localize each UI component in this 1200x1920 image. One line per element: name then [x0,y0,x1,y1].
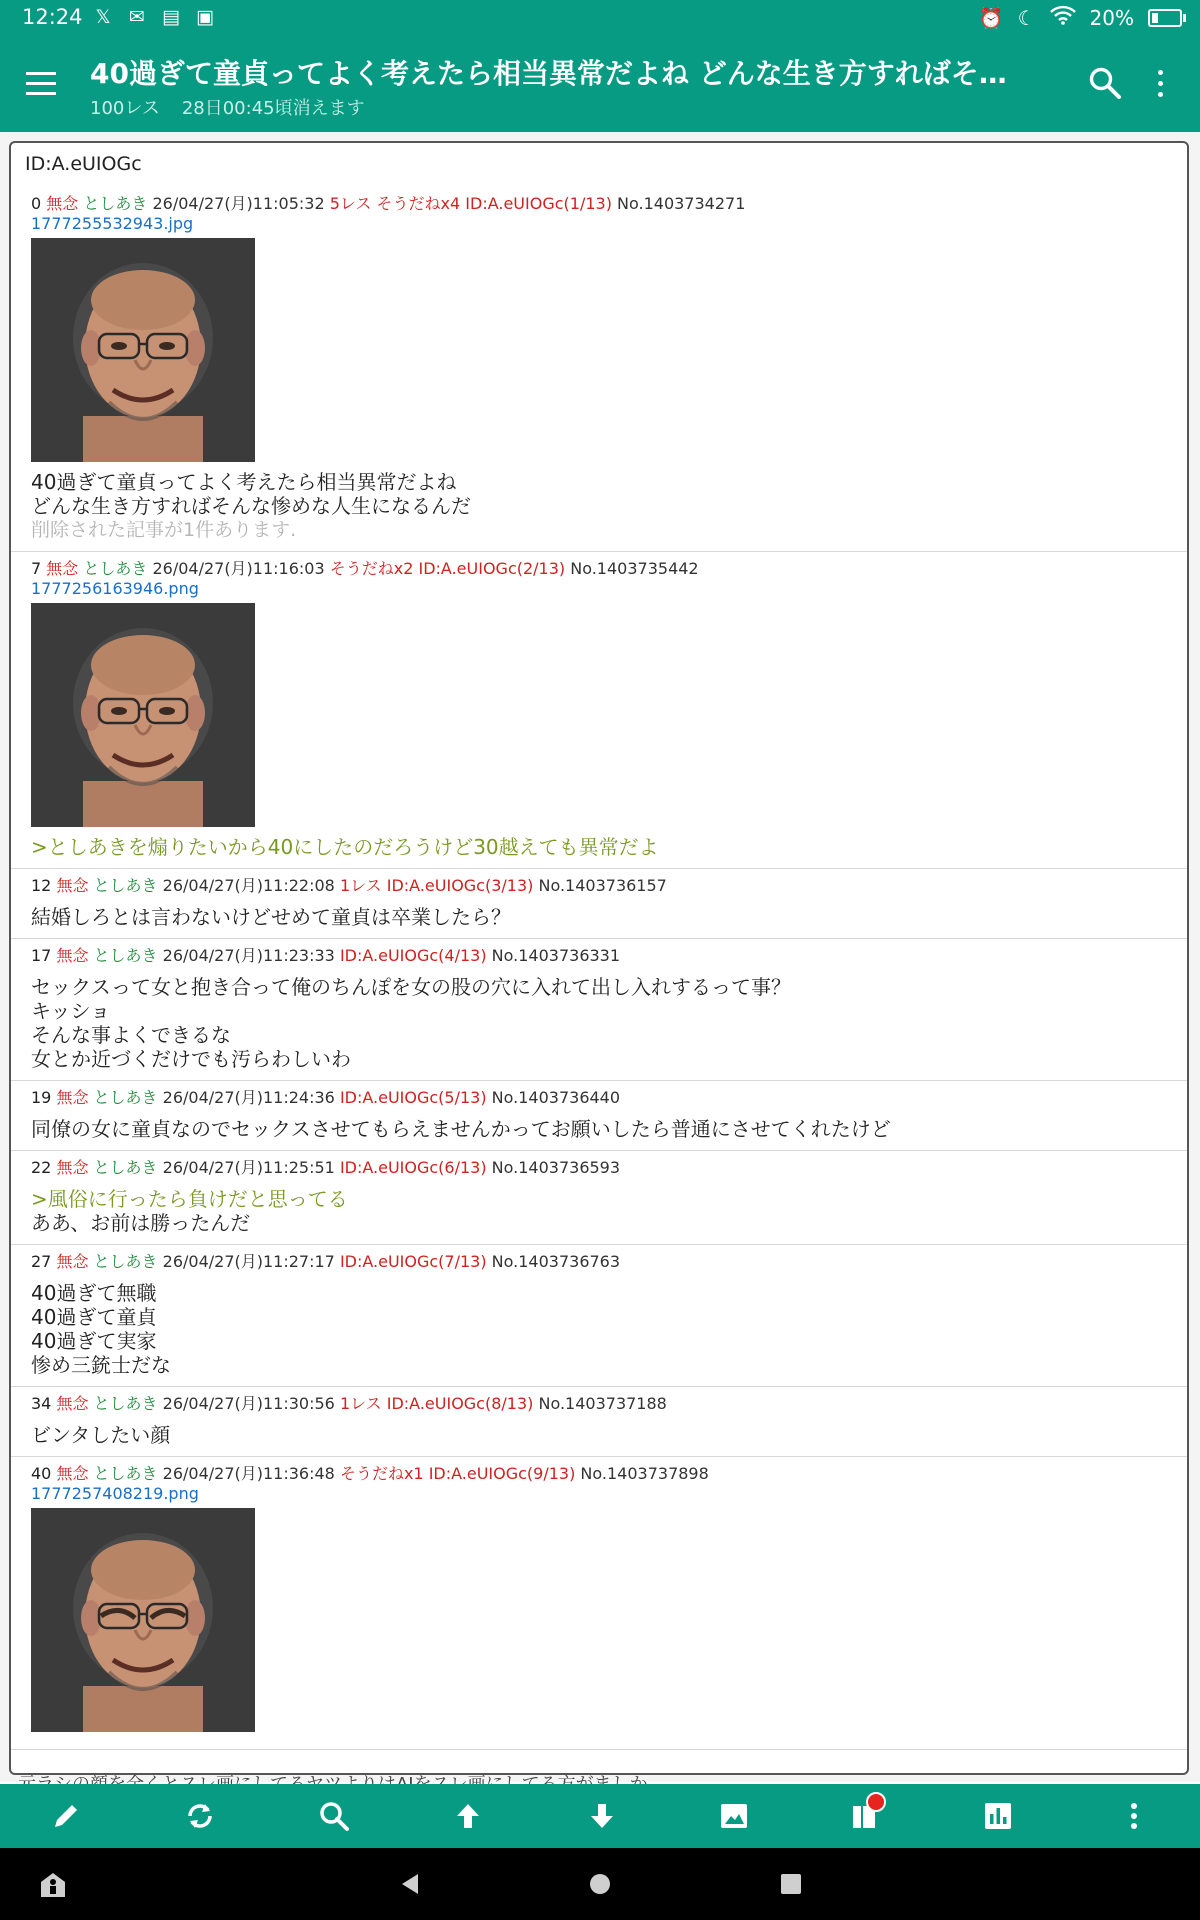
post-name: 無念 [56,1252,94,1271]
post-file-link[interactable]: 1777257408219.png [31,1484,199,1503]
post-header [31,1088,1173,1108]
post-body [31,975,1173,1071]
post-number: 17 [31,946,57,965]
back-icon[interactable] [398,1872,422,1900]
post-date: 26/04/27(月)11:25:51 [162,1158,340,1177]
post-user: としあき [93,876,163,895]
post-name: 無念 [56,1394,94,1413]
post-no: No.1403737898 [575,1464,709,1483]
arrow-up-icon[interactable] [450,1798,486,1834]
alarm-icon: ⏰ [978,5,1004,30]
post-name: 無念 [56,946,94,965]
post-extra: そうだねx1 [339,1464,429,1483]
id-posts-dialog [9,141,1189,1775]
post-date: 26/04/27(月)11:27:17 [162,1252,340,1271]
wifi-icon [1050,5,1076,30]
quote-line: >風俗に行ったら負けだと思ってる [31,1187,348,1211]
bottom-action-bar [0,1784,1200,1848]
post-no: No.1403736331 [486,946,621,965]
post-item[interactable] [11,939,1187,1081]
body-line: ビンタしたい顔 [31,1423,171,1447]
post-no: No.1403736593 [486,1158,621,1177]
body-line: ああ、お前は勝ったんだ [31,1211,251,1235]
post-item[interactable] [11,1151,1187,1245]
search-posts-icon[interactable] [316,1798,352,1834]
post-no: No.1403734271 [611,194,746,213]
post-number: 40 [31,1464,57,1483]
post-number: 0 [31,194,47,213]
post-name: 無念 [56,1088,94,1107]
bookmark-icon[interactable] [846,1798,882,1834]
post-no: No.1403736440 [486,1088,621,1107]
post-header [31,876,1173,896]
refresh-icon[interactable] [182,1798,218,1834]
x-icon: 𝕏 [95,6,111,28]
post-name: 無念 [56,876,94,895]
post-id[interactable]: ID:A.eUIOGc(5/13) [339,1088,487,1107]
res-count: 100レス [90,98,160,119]
post-header [31,1394,1173,1414]
post-no: No.1403737188 [533,1394,667,1413]
post-name: 無念 [46,559,84,578]
app-toolbar [0,36,1200,132]
post-item[interactable] [11,187,1187,552]
post-header [31,1158,1173,1178]
post-id[interactable]: ID:A.eUIOGc(2/13) [418,559,566,578]
mail-icon: ✉ [129,6,145,28]
post-number: 22 [31,1158,57,1177]
body-line: 40過ぎて無職 [31,1281,157,1305]
more-icon[interactable] [1116,1798,1152,1834]
post-header [31,946,1173,966]
post-user: としあき [83,559,153,578]
post-item[interactable] [11,1387,1187,1457]
body-line: 結婚しろとは言わないけどせめて童貞は卒業したら？ [31,905,511,929]
post-id[interactable]: ID:A.eUIOGc(7/13) [339,1252,487,1271]
post-item[interactable] [11,869,1187,939]
body-line: 女とか近づくだけでも汚らわしいわ [31,1047,351,1071]
post-extra: 1レス [339,876,387,895]
post-body [31,835,1173,859]
deleted-notice: 削除された記事が1件あります. [31,519,297,541]
body-line: セックスって女と抱き合って俺のちんぽを女の股の穴に入れて出し入れするって事？ [31,975,791,999]
post-name: 無念 [56,1158,94,1177]
body-line: 40過ぎて童貞ってよく考えたら相当異常だよね [31,470,457,494]
post-item[interactable] [11,1245,1187,1387]
moon-icon: ☾ [1017,5,1036,30]
status-time: 12:24 [22,5,83,29]
post-number: 34 [31,1394,57,1413]
thread-subtitle [90,94,387,120]
post-user: としあき [83,194,153,213]
body-line: そんな事よくできるな [31,1023,231,1047]
post-user: としあき [93,1088,163,1107]
post-number: 19 [31,1088,57,1107]
sketch-icon: ▣ [196,6,214,28]
post-header [31,194,1173,214]
home-icon[interactable] [589,1873,611,1899]
expire-time: 28日00:45頃消えます [181,98,365,119]
image-icon[interactable] [716,1798,752,1834]
post-id[interactable]: ID:A.eUIOGc(1/13) [465,194,612,213]
post-date: 26/04/27(月)11:24:36 [162,1088,340,1107]
post-item[interactable] [11,1457,1187,1750]
body-line: 40過ぎて童貞 [31,1305,157,1329]
post-body [31,1423,1173,1447]
post-name: 無念 [56,1464,94,1483]
post-extra: 1レス [339,1394,387,1413]
post-body [31,905,1173,929]
post-date: 26/04/27(月)11:36:48 [162,1464,340,1483]
notification-icons [92,6,216,28]
post-no: No.1403736763 [486,1252,621,1271]
post-id[interactable]: ID:A.eUIOGc(3/13) [386,876,534,895]
body-line: 同僚の女に童貞なのでセックスさせてもらえませんかってお願いしたら普通にさせてくれたけど [31,1117,891,1141]
body-line: どんな生き方すればそんな惨めな人生になるんだ [31,494,471,518]
chart-icon[interactable] [980,1798,1016,1834]
post-no: No.1403735442 [565,559,699,578]
post-body [31,1187,1173,1235]
post-body [31,1281,1173,1377]
post-file-link[interactable]: 1777256163946.png [31,579,199,598]
accessibility-icon[interactable] [38,1870,68,1904]
post-list [11,187,1187,1750]
search-icon[interactable] [1088,66,1122,100]
post-number: 12 [31,876,57,895]
post-header [31,1464,1173,1484]
post-user: としあき [93,1394,163,1413]
more-options-icon[interactable] [1156,70,1164,100]
post-name: 無念 [46,194,84,213]
post-extra: 5レス そうだねx4 [329,194,466,213]
post-id[interactable]: ID:A.eUIOGc(6/13) [339,1158,487,1177]
battery-percent: 20% [1089,5,1134,30]
post-user: としあき [93,1252,163,1271]
post-header [31,1252,1173,1272]
status-bar [0,0,1200,36]
status-right [979,5,1182,30]
post-date: 26/04/27(月)11:23:33 [162,946,340,965]
notification-badge [866,1792,886,1812]
dialog-title: ID:A.eUIOGc [25,153,142,175]
post-id[interactable]: ID:A.eUIOGc(8/13) [386,1394,534,1413]
post-user: としあき [93,1158,163,1177]
post-user: としあき [93,1464,163,1483]
post-body [31,470,1173,542]
post-thumbnail[interactable] [31,603,255,827]
book-icon: ▤ [162,6,180,28]
battery-icon [1148,9,1182,27]
post-no: No.1403736157 [533,876,667,895]
recents-icon[interactable] [780,1873,802,1899]
post-date: 26/04/27(月)11:05:32 [152,194,330,213]
body-line: キッショ [31,999,111,1023]
post-header [31,559,1173,579]
post-item[interactable] [11,1081,1187,1151]
post-body [31,1117,1173,1141]
menu-icon[interactable] [26,72,56,96]
post-extra: そうだねx2 [329,559,419,578]
post-file-link[interactable]: 1777255532943.jpg [31,214,194,233]
body-line: 40過ぎて実家 [31,1329,157,1353]
thread-title: 40過ぎて童貞ってよく考えたら相当異常だよね どんな生き方すればそ… [90,57,1007,90]
quote-line: >としあきを煽りたいから40にしたのだろうけど30越えても異常だよ [31,835,659,859]
body-line: 惨め三銃士だな [31,1353,171,1377]
pencil-icon[interactable] [48,1798,84,1834]
post-id[interactable]: ID:A.eUIOGc(4/13) [339,946,487,965]
post-thumbnail[interactable] [31,1508,255,1732]
post-id[interactable]: ID:A.eUIOGc(9/13) [428,1464,576,1483]
post-date: 26/04/27(月)11:22:08 [162,876,340,895]
post-date: 26/04/27(月)11:30:56 [162,1394,340,1413]
system-nav-bar [0,1848,1200,1920]
post-date: 26/04/27(月)11:16:03 [152,559,330,578]
post-number: 27 [31,1252,57,1271]
post-number: 7 [31,559,47,578]
post-thumbnail[interactable] [31,238,255,462]
post-item[interactable] [11,552,1187,869]
post-user: としあき [93,946,163,965]
arrow-down-icon[interactable] [584,1798,620,1834]
